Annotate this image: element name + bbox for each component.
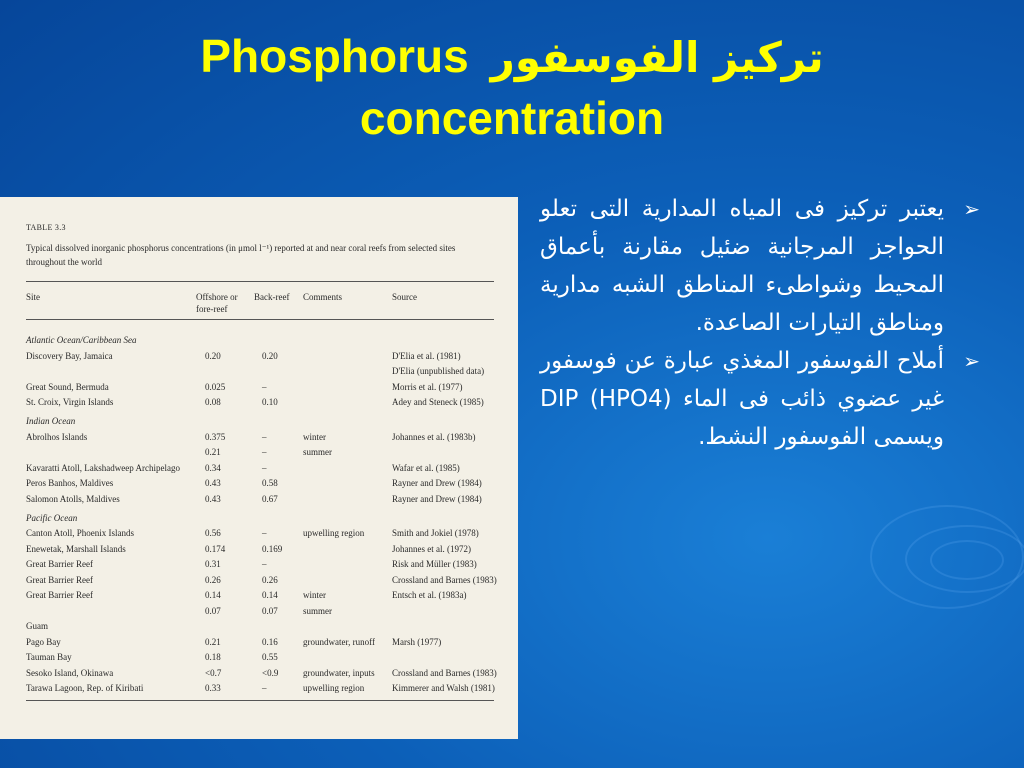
cell-source: Kimmerer and Walsh (1981) (392, 683, 495, 693)
cell-source: Rayner and Drew (1984) (392, 478, 482, 488)
section-heading: Indian Ocean (26, 416, 76, 426)
cell-comments: winter (303, 590, 326, 600)
section-heading: Atlantic Ocean/Caribbean Sea (26, 335, 137, 345)
cell-offshore: 0.31 (205, 559, 221, 569)
cell-source: Entsch et al. (1983a) (392, 590, 467, 600)
cell-comments: groundwater, runoff (303, 636, 375, 647)
table-caption: Typical dissolved inorganic phosphorus concentrations (in μmol l⁻¹) reported at and near coral reefs from selected sites throughout the world (26, 243, 456, 267)
cell-offshore: 0.07 (205, 605, 221, 616)
title-arabic: تركيز الفوسفور (490, 33, 824, 82)
table-label: TABLE 3.3 (26, 223, 66, 232)
title-english-part-2: concentration (359, 92, 665, 144)
cell-offshore: 0.375 (205, 431, 226, 442)
cell-site: Guam (26, 621, 48, 631)
cell-offshore: 0.18 (205, 652, 221, 662)
cell-site: Great Barrier Reef (26, 590, 93, 600)
cell-backreef: 0.55 (262, 652, 278, 662)
cell-source: Marsh (1977) (392, 636, 442, 647)
cell-backreef: – (262, 431, 267, 442)
arrow-bullet-icon: ➢ (963, 197, 980, 221)
cell-backreef: – (262, 447, 267, 457)
cell-source: Rayner and Drew (1984) (392, 493, 482, 504)
cell-offshore: 0.174 (205, 543, 226, 554)
cell-backreef: 0.67 (262, 493, 278, 504)
ripple-decoration (870, 505, 1024, 609)
cell-comments: upwelling region (303, 683, 365, 693)
section-heading: Pacific Ocean (26, 512, 78, 523)
cell-offshore: 0.43 (205, 478, 221, 488)
cell-site: Salomon Atolls, Maldives (26, 493, 120, 504)
cell-site: Great Sound, Bermuda (26, 381, 109, 392)
cell-comments: groundwater, inputs (303, 667, 375, 678)
cell-backreef: – (262, 559, 267, 569)
cell-site: Abrolhos Islands (26, 431, 88, 442)
cell-offshore: 0.33 (205, 683, 221, 693)
title-english-part-1: Phosphorus (200, 30, 469, 82)
cell-backreef: 0.14 (262, 590, 278, 600)
cell-source: Johannes et al. (1983b) (392, 431, 476, 442)
bullet-text: أملاح الفوسفور المغذي عبارة عن فوسفور غير عضوي ذائب فى الماء DIP (HPO4) ويسمى الفوسفور النشط. (540, 348, 944, 450)
bullet-list (540, 190, 980, 456)
bullet-item (540, 342, 980, 456)
cell-source: Smith and Jokiel (1978) (392, 528, 479, 538)
cell-site: Canton Atoll, Phoenix Islands (26, 528, 134, 538)
cell-source: Adey and Steneck (1985) (392, 397, 484, 407)
cell-source: Johannes et al. (1972) (392, 543, 471, 554)
cell-site: Tarawa Lagoon, Rep. of Kiribati (26, 683, 144, 693)
cell-backreef: 0.10 (262, 397, 278, 407)
cell-site: Peros Banhos, Maldives (26, 478, 114, 488)
cell-backreef: – (262, 683, 267, 693)
col-header-backreef: Back-reef (254, 292, 290, 302)
cell-site: Tauman Bay (26, 652, 72, 662)
cell-offshore: <0.7 (205, 667, 222, 678)
cell-backreef: 0.20 (262, 350, 278, 361)
cell-site: Discovery Bay, Jamaica (26, 350, 113, 361)
slide-title (0, 26, 1024, 148)
cell-offshore: 0.56 (205, 528, 221, 538)
cell-offshore: 0.20 (205, 350, 221, 361)
cell-backreef: – (262, 381, 267, 392)
cell-offshore: 0.21 (205, 636, 221, 647)
scanned-table-image (0, 197, 518, 739)
cell-source: Morris et al. (1977) (392, 381, 463, 392)
cell-site: Great Barrier Reef (26, 574, 93, 585)
table-rule-header (26, 319, 494, 320)
cell-backreef: – (262, 462, 267, 473)
cell-comments: summer (303, 447, 332, 457)
col-header-comments: Comments (303, 292, 343, 302)
arrow-bullet-icon: ➢ (963, 349, 980, 373)
cell-backreef: 0.16 (262, 636, 278, 647)
cell-offshore: 0.34 (205, 462, 221, 473)
cell-site: Enewetak, Marshall Islands (26, 543, 126, 554)
cell-backreef: 0.07 (262, 605, 278, 616)
cell-comments: winter (303, 431, 326, 442)
cell-source: Wafar et al. (1985) (392, 462, 460, 473)
cell-source: D'Elia et al. (1981) (392, 350, 461, 361)
cell-site: St. Croix, Virgin Islands (26, 397, 114, 407)
cell-comments: summer (303, 605, 332, 616)
col-header-source: Source (392, 292, 417, 302)
cell-offshore: 0.21 (205, 447, 221, 457)
cell-offshore: 0.14 (205, 590, 221, 600)
cell-source: Crossland and Barnes (1983) (392, 574, 497, 585)
cell-backreef: 0.26 (262, 574, 278, 585)
table-rule-bottom (26, 700, 494, 701)
table-rule-top (26, 281, 494, 282)
cell-offshore: 0.025 (205, 381, 226, 392)
cell-source: Risk and Müller (1983) (392, 559, 477, 569)
cell-backreef: 0.169 (262, 543, 283, 554)
bullet-item (540, 190, 980, 342)
cell-site: Great Barrier Reef (26, 559, 93, 569)
cell-site: Sesoko Island, Okinawa (26, 667, 114, 678)
bullet-text: يعتبر تركيز فى المياه المدارية التى تعلو الحواجز المرجانية ضئيل مقارنة بأعماق المحيط وشواطىء المناطق الشبه مدارية ومناطق التيارات الصاعدة. (540, 196, 944, 336)
cell-site: Kavaratti Atoll, Lakshadweep Archipelago (26, 462, 180, 473)
cell-source: D'Elia (unpublished data) (392, 366, 485, 376)
cell-backreef: – (262, 528, 267, 538)
cell-comments: upwelling region (303, 528, 365, 538)
col-header-offshore: Offshore or fore-reef (196, 292, 238, 314)
cell-backreef: <0.9 (262, 667, 279, 678)
cell-offshore: 0.43 (205, 493, 221, 504)
cell-backreef: 0.58 (262, 478, 278, 488)
cell-offshore: 0.26 (205, 574, 221, 585)
cell-site: Pago Bay (26, 636, 61, 647)
cell-source: Crossland and Barnes (1983) (392, 667, 497, 678)
cell-offshore: 0.08 (205, 397, 221, 407)
col-header-site: Site (26, 292, 41, 302)
